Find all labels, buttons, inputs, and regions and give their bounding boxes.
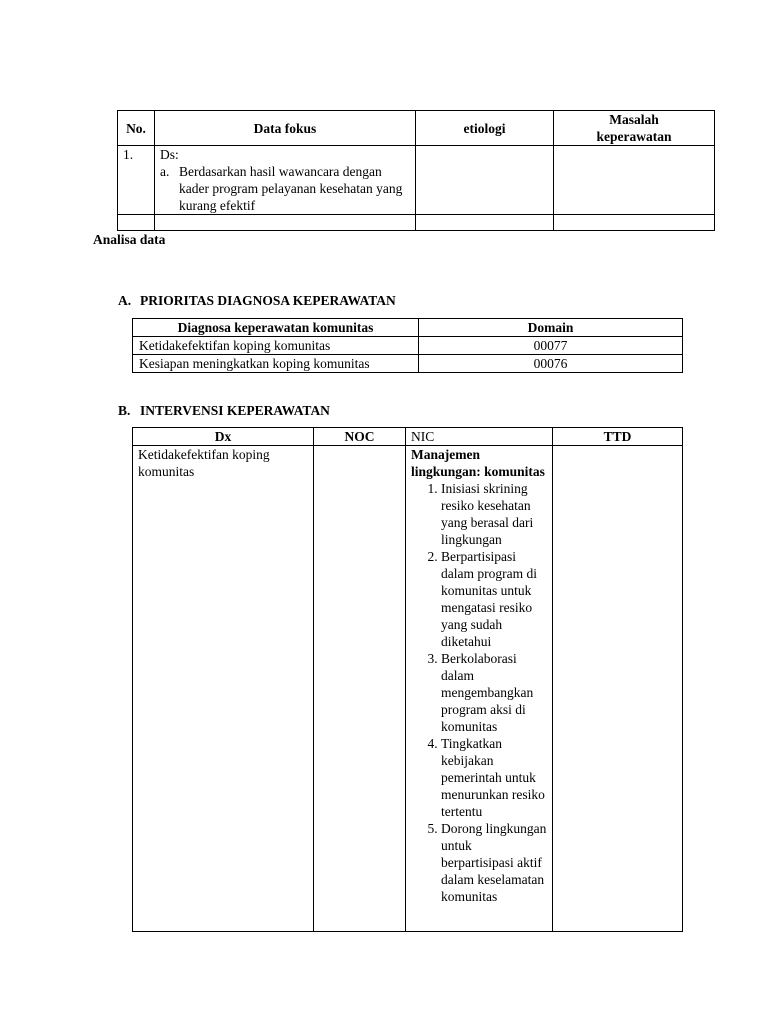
nic-item: 4. Tingkatkan kebijakan pemerintah untuk menurunkan resiko tertentu [441, 735, 547, 820]
cell-masalah [554, 146, 715, 215]
cell-nic [406, 446, 553, 932]
cell-data-fokus [155, 146, 416, 215]
header-masalah-line2: keperawatan [596, 129, 672, 144]
cell-no: 1. [118, 146, 155, 215]
section-b-letter: B. [118, 403, 131, 418]
header-domain: Domain [419, 319, 683, 337]
ds-item-marker: a. [160, 164, 170, 179]
table-header-row [133, 428, 683, 446]
section-a-letter: A. [118, 293, 132, 308]
table-row-empty [118, 215, 715, 231]
table-row [133, 355, 683, 373]
cell-etiologi [416, 146, 554, 215]
nic-item: 2. Berpartisipasi dalam program di komunitas untuk mengatasi resiko yang sudah diketahui [441, 548, 547, 650]
cell-empty [155, 215, 416, 231]
header-data-fokus: Data fokus [155, 111, 416, 146]
nic-item: 5. Dorong lingkungan untuk berpartisipasi aktif dalam keselamatan komunitas [441, 820, 547, 905]
table-row [133, 337, 683, 355]
header-masalah-line1: Masalah [609, 112, 659, 127]
nic-item: 3. Berkolaborasi dalam mengembangkan program aksi di komunitas [441, 650, 547, 735]
header-nic: NIC [406, 428, 553, 446]
header-no: No. [118, 111, 155, 146]
nic-title: Manajemen lingkungan: komunitas [411, 447, 545, 479]
section-a-heading [118, 292, 396, 309]
cell-empty [416, 215, 554, 231]
ds-list [160, 163, 410, 214]
nic-list [411, 480, 547, 905]
cell-domain: 00077 [419, 337, 683, 355]
cell-domain: 00076 [419, 355, 683, 373]
table-header-row [118, 111, 715, 146]
nic-item: 1. Inisiasi skrining resiko kesehatan yang berasal dari lingkungan [441, 480, 547, 548]
header-etiologi: etiologi [416, 111, 554, 146]
cell-ttd [553, 446, 683, 932]
cell-empty [554, 215, 715, 231]
cell-diagnosa: Ketidakefektifan koping komunitas [133, 337, 419, 355]
table-header-row [133, 319, 683, 337]
cell-noc [314, 446, 406, 932]
cell-diagnosa: Kesiapan meningkatkan koping komunitas [133, 355, 419, 373]
ds-label: Ds: [160, 147, 179, 162]
table-row [118, 146, 715, 215]
analisa-data-table [117, 110, 715, 231]
section-b-heading [118, 402, 330, 419]
ds-item-text: Berdasarkan hasil wawancara dengan kader program pelayanan kesehatan yang kurang efektif [179, 164, 403, 213]
intervensi-table [132, 427, 683, 932]
header-masalah-keperawatan [554, 111, 715, 146]
cell-dx: Ketidakefektifan koping komunitas [133, 446, 314, 932]
header-dx: Dx [133, 428, 314, 446]
section-b-title: INTERVENSI KEPERAWATAN [140, 403, 330, 418]
section-a-title: PRIORITAS DIAGNOSA KEPERAWATAN [140, 293, 396, 308]
header-ttd: TTD [553, 428, 683, 446]
header-diagnosa: Diagnosa keperawatan komunitas [133, 319, 419, 337]
cell-empty [118, 215, 155, 231]
ds-item [160, 163, 410, 214]
table-row [133, 446, 683, 932]
prioritas-table [132, 318, 683, 373]
header-noc: NOC [314, 428, 406, 446]
analisa-data-label: Analisa data [93, 232, 166, 247]
